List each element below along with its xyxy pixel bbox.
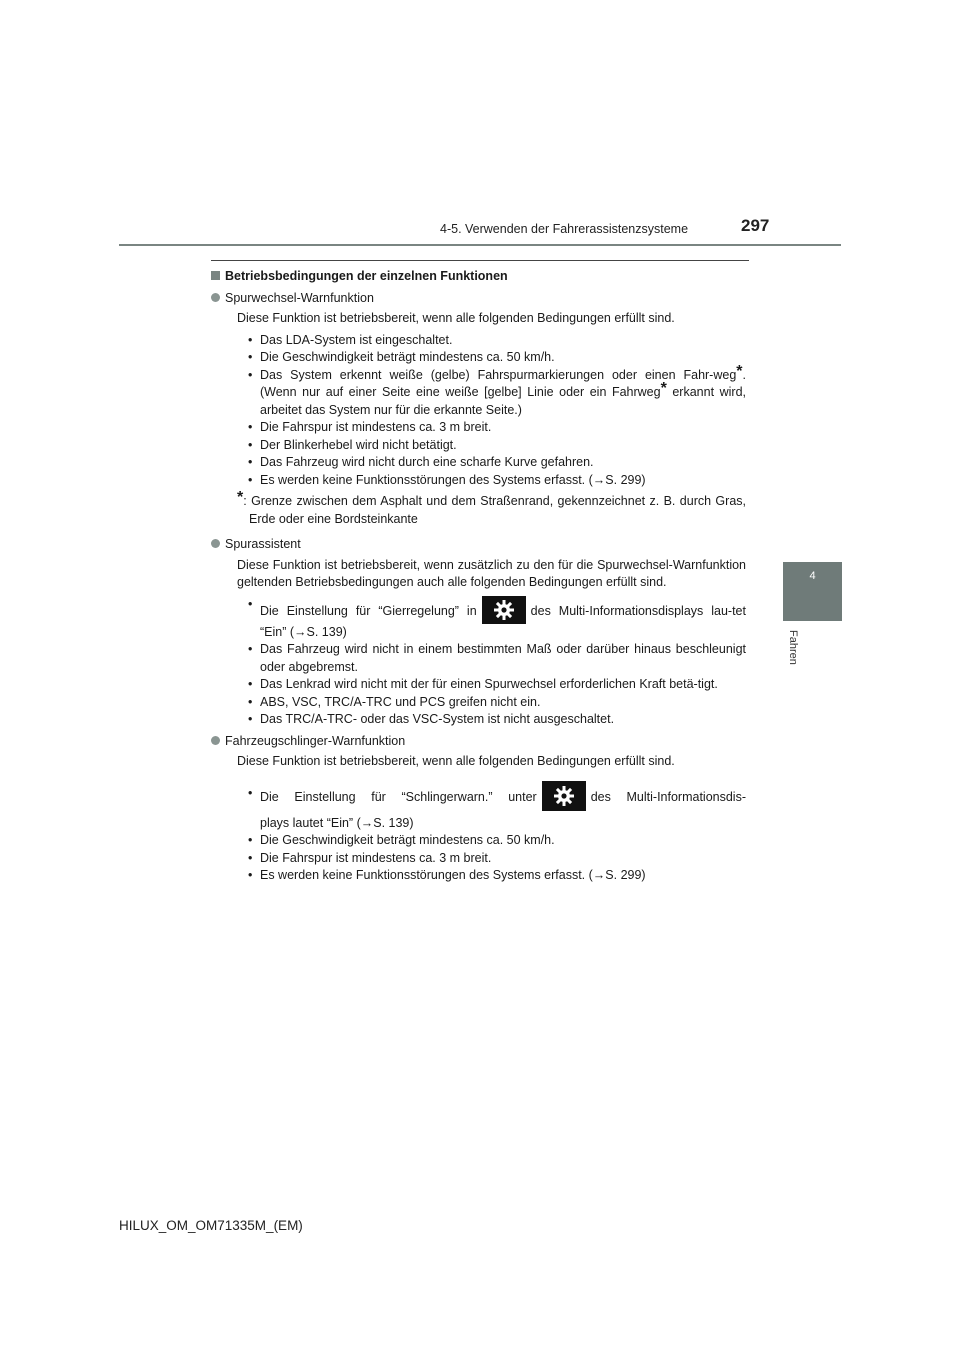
round-bullet-icon [211,293,220,302]
list-item: • Das TRC/A-TRC- oder das VSC-System ist nicht ausgeschaltet. [260,711,746,729]
round-bullet-icon [211,539,220,548]
list-item-text: des Multi-Informationsdisplays lau-tet “Ein” (→S. 139) [260,603,746,639]
list-item-text: Die Einstellung für “Gierregelung” in [260,603,477,618]
footnote [237,489,746,528]
feature-intro: Diese Funktion ist betriebsbereit, wenn alle folgenden Bedingungen erfüllt sind. [237,311,675,325]
list-item-text: erkannt wird, arbeitet das System nur für die erkannte Seite.) [260,385,746,417]
list-item-text: Die Einstellung für “Schlingerwarn.” unter [260,789,537,804]
list-item: • Die Fahrspur ist mindestens ca. 3 m breit. [260,419,746,437]
content-rule [211,260,749,261]
chapter-tab-number: 4 [809,570,816,582]
list-item: • Das LDA-System ist eingeschaltet. [260,332,746,350]
footnote-marker: * [660,380,667,397]
feature-heading-lane-assist [211,536,746,554]
list-item-text: des Multi-Informationsdis- [590,789,746,804]
settings-display-icon [482,596,526,624]
list-item: • Die Geschwindigkeit beträgt mindestens ca. 50 km/h. [260,832,746,850]
footnote-marker: * [736,362,743,380]
settings-display-icon [542,781,586,811]
list-item: • ABS, VSC, TRC/A-TRC und PCS greifen nicht ein. [260,694,746,712]
list-item [260,781,746,811]
gear-icon [553,785,575,807]
list-item: • Das Fahrzeug wird nicht in einem bestimmten Maß oder darüber hinaus beschleunigt oder abgebremst. [260,641,746,676]
page-content [211,268,746,889]
condition-list [211,332,746,490]
feature-intro: Diese Funktion ist betriebsbereit, wenn zusätzlich zu den für die Spurwechsel-Warnfunktion geltenden Betriebsbedingungen auch alle folgenden Bedingungen erfüllt sind. [237,557,746,589]
list-item-text: . (Wenn nur auf einer Seite eine weiße [gelbe] Linie oder ein Fahrweg [260,367,746,399]
chapter-tab-label: Fahren [787,630,799,665]
header-section-title: 4-5. Verwenden der Fahrerassistenzsysteme [440,222,689,236]
list-item: • Es werden keine Funktionsstörungen des Systems erfasst. (→S. 299) [260,472,746,490]
condition-list [211,781,746,885]
feature-title: Spurassistent [225,537,301,551]
list-item: • Die Fahrspur ist mindestens ca. 3 m breit. [260,850,746,868]
list-item-continuation: plays lautet “Ein” (→S. 139) [260,815,414,830]
list-item: • Die Geschwindigkeit beträgt mindestens ca. 50 km/h. [260,349,746,367]
feature-heading-lane-departure [211,290,746,308]
footer-document-id: HILUX_OM_OM71335M_(EM) [119,1218,303,1233]
header-rule [119,244,841,246]
gear-icon [493,599,515,621]
feature-heading-sway-warning [211,733,746,751]
feature-title: Fahrzeugschlinger-Warnfunktion [225,733,406,748]
list-item: • Der Blinkerhebel wird nicht betätigt. [260,437,746,455]
list-item: • Das Fahrzeug wird nicht durch eine scharfe Kurve gefahren. [260,454,746,472]
list-item: • Das Lenkrad wird nicht mit der für einen Spurwechsel erforderlichen Kraft betä-tigt. [260,676,746,694]
list-item [260,596,746,642]
section-heading-text: Betriebsbedingungen der einzelnen Funktionen [225,269,508,283]
page-number: 297 [741,216,770,235]
footnote-marker: * [237,489,244,506]
round-bullet-icon [211,736,220,745]
square-bullet-icon [211,271,220,280]
condition-list [211,596,746,729]
footnote-text: : Grenze zwischen dem Asphalt und dem Straßenrand, gekennzeichnet z. B. durch Gras, Erde oder eine Bordsteinkante [243,494,746,526]
list-item: • Es werden keine Funktionsstörungen des Systems erfasst. (→S. 299) [260,867,746,885]
section-heading [211,268,746,286]
feature-intro: Diese Funktion ist betriebsbereit, wenn alle folgenden Bedingungen erfüllt sind. [237,754,675,768]
list-item [260,362,746,420]
list-item-text: Das System erkennt weiße (gelbe) Fahrspurmarkierungen oder einen Fahr-weg [260,367,737,382]
feature-title: Spurwechsel-Warnfunktion [225,290,374,305]
